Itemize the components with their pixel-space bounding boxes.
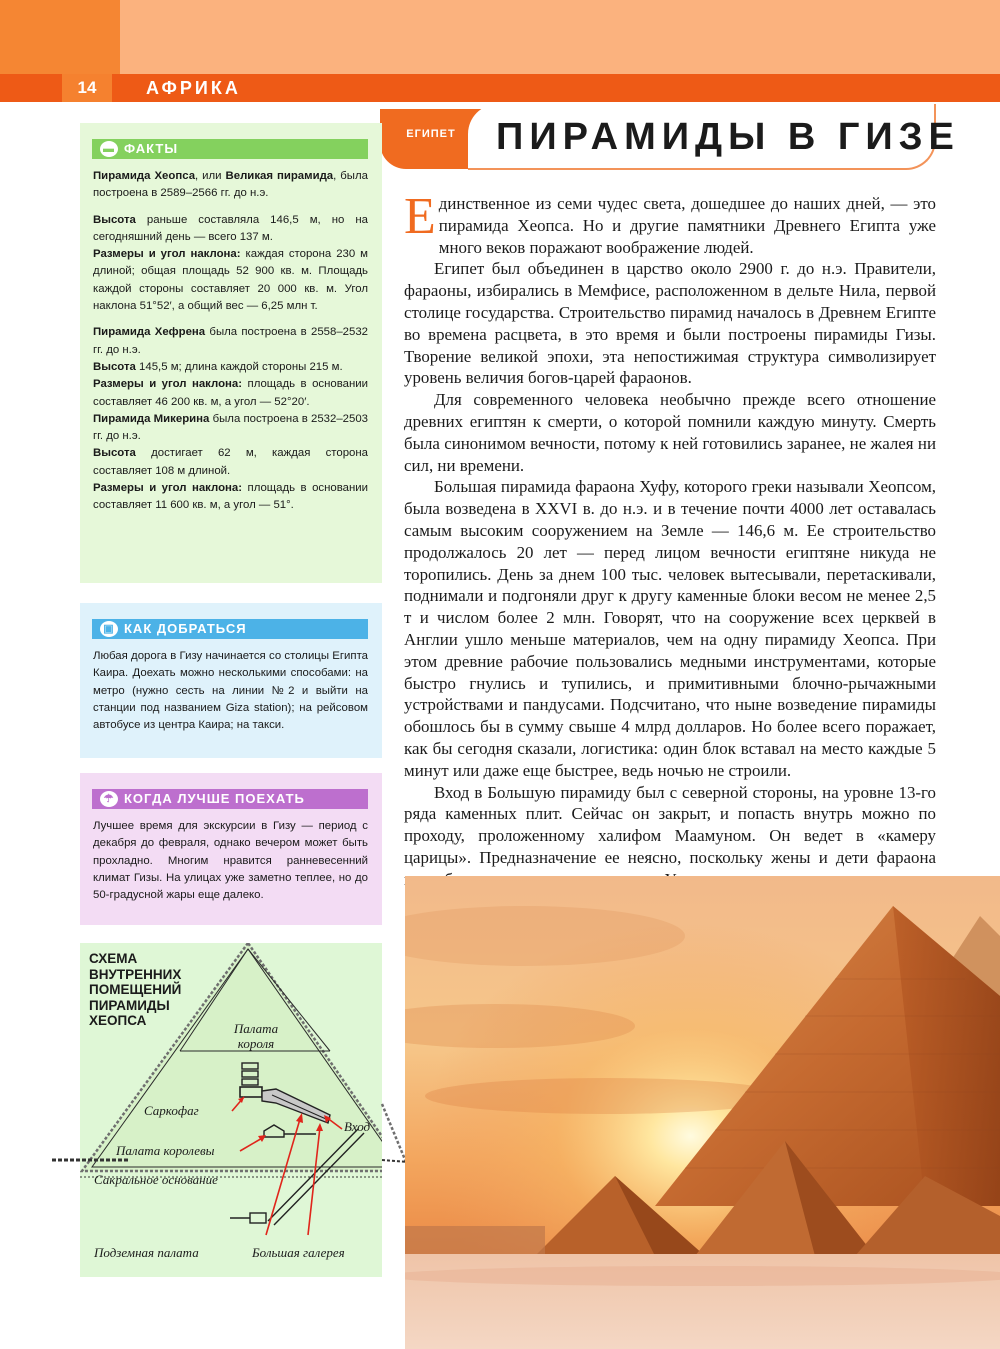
top-corner-block bbox=[0, 0, 120, 74]
article-paragraph: Для современного человека необычно прежде всего отношение древних египтян к смерти, о которой помнили каждую минуту. Смерть была синонимом вечности, потому к ней готовились заранее, не жалея ни сил, ни времени. bbox=[404, 390, 936, 475]
how-to-get-body bbox=[93, 648, 368, 734]
fact-menkaure bbox=[93, 411, 368, 446]
how-to-get-heading bbox=[92, 619, 368, 639]
fact-label: Пирамида Микерина bbox=[93, 412, 210, 425]
label-entrance: Вход bbox=[344, 1119, 371, 1134]
fact-text: площадь в основании составляет 11 600 кв. м, а угол — 51°. bbox=[93, 482, 368, 512]
page-number: 14 bbox=[62, 74, 112, 102]
label-sarcophagus: Саркофаг bbox=[144, 1103, 199, 1118]
when-to-go-heading bbox=[92, 789, 368, 809]
when-to-go-text: Лучшее время для экскурсии в Гизу — период с декабря до февраля, однако вечером может быть прохладно. Многим нравится ранневесенний климат Гизы. На улицах уже заметно теплее, но до 50-градусной жары еще далеко. bbox=[93, 820, 368, 902]
fact-khafre-height bbox=[93, 359, 368, 376]
paragraph-text: динственное из семи чудес света, дошедшее до наших дней, — это пирамида Хеопса. Но и другие памятники Древнего Египта уже много веков поражают воображение людей. bbox=[438, 194, 936, 257]
fact-text: была построена в 2558–2532 гг. до н.э. bbox=[93, 326, 368, 356]
fact-text: достигает 62 м, каждая сторона составляет 108 м длиной. bbox=[93, 447, 368, 477]
fact-label: Высота bbox=[93, 360, 136, 373]
facts-box bbox=[80, 123, 382, 583]
pyramid-diagram bbox=[80, 943, 382, 1277]
fact-label: Размеры и угол наклона: bbox=[93, 248, 241, 261]
fact-cheops bbox=[93, 168, 368, 203]
when-to-go-body bbox=[93, 818, 368, 904]
article-paragraph: Вход в Большую пирамиду был с северной стороны, на уровне 13-го ряда каменных плит. Сейчас он закрыт, и попасть внутрь можно по проходу, проложенному халифом Маамуном. Он ведет в «камеру царицы». Предназначение ее неясно, поскольку жены и дети фараона bbox=[404, 782, 936, 867]
article-paragraph bbox=[404, 188, 936, 258]
fact-khafre bbox=[93, 324, 368, 359]
fact-label: Размеры и угол наклона: bbox=[93, 378, 243, 391]
fact-text: раньше составляла 146,5 м, но на сегодняшний день — всего 137 м. bbox=[93, 213, 368, 243]
facts-heading bbox=[92, 139, 368, 159]
how-to-get-box bbox=[80, 603, 382, 758]
umbrella-icon: ☂ bbox=[100, 791, 118, 807]
fact-label: Пирамида Хефрена bbox=[93, 326, 206, 339]
label-king-chamber: Палата короля bbox=[233, 1021, 279, 1051]
how-to-get-text: Любая дорога в Гизу начинается со столицы Египта Каира. Доехать можно несколькими способами: на метро (нужно сесть на линии №2 и выйти на станции под названием Giza station); на рейсовом автобусе из центра Каира; на такси. bbox=[93, 650, 368, 732]
facts-heading-text: ФАКТЫ bbox=[124, 141, 179, 156]
article-paragraph: Большая пирамида фараона Хуфу, которого греки называли Хеопсом, была возведена в XXVI в. до н.э. и в течение почти 4000 лет оставалась самым высоким сооружением на Земле — 146,6 м. Ее строительство продолжалось 20 лет — перед лицом вечности египтяне никуда не торопились. День за днем 100 тыс. человек вытесывали, перетаскивали, поднимали и подгоняли друг к другу каменные блоки весом не менее 2,5 т и числом более 2 млн. Говорят, что на сооружение всех церквей в Англии ушло меньше материалов, чем на одну пирамиду Хеопса. При этом древние рабочие пользовались медными инструментами, которые быстро гнулись и тупились, и примитивными блочно-рычажными устройствами и пандусами. Подсчитано, что ныне возведение пирамиды обошлось бы в сумму свыше 4 млрд долларов. Но более всего поражает, как бы сегодня сказали, логистика: один блок вставал на место каждые 5 минут или даже еще быстрее, ведь ночью не строили. bbox=[404, 477, 936, 780]
bus-icon: ▣ bbox=[100, 621, 118, 637]
fact-label: Высота bbox=[93, 447, 136, 460]
fact-text: была построена в 2532–2503 гг. до н.э. bbox=[93, 412, 369, 443]
folder-icon: ▬ bbox=[100, 141, 118, 157]
fact-label: Высота bbox=[93, 213, 136, 226]
how-to-get-heading-text: КАК ДОБРАТЬСЯ bbox=[124, 621, 247, 636]
when-to-go-heading-text: КОГДА ЛУЧШЕ ПОЕХАТЬ bbox=[124, 791, 305, 806]
fact-cheops-size bbox=[93, 246, 368, 315]
label-queen-chamber: Палата королевы bbox=[116, 1143, 215, 1158]
fact-text: , или bbox=[195, 170, 226, 182]
when-to-go-box bbox=[80, 773, 382, 925]
fact-text: площадь в основании составляет 46 200 кв. м, а угол — 52°20′. bbox=[93, 378, 368, 408]
label-sacred-base: Сакральное основание bbox=[94, 1172, 218, 1187]
top-banner bbox=[0, 0, 1000, 74]
section-title: АФРИКА bbox=[146, 78, 241, 98]
pyramids-photo bbox=[405, 876, 1000, 1349]
fact-label: Размеры и угол наклона: bbox=[93, 482, 243, 495]
pyramids-sunset-image bbox=[405, 876, 1000, 1349]
fact-text: 145,5 м; длина каждой стороны 215 м. bbox=[135, 360, 343, 373]
fact-cheops-height bbox=[93, 212, 368, 247]
label-underground-chamber: Подземная палата bbox=[94, 1245, 199, 1260]
diagram-title: СХЕМА ВНУТРЕННИХ ПОМЕЩЕНИЙ ПИРАМИДЫ ХЕОПСА bbox=[89, 951, 182, 1028]
country-tag: ЕГИПЕТ bbox=[406, 128, 456, 140]
article bbox=[404, 188, 936, 891]
article-paragraph: Египет был объединен в царство около 2900 г. до н.э. Правители, фараоны, избирались в Мемфисе, расположенном в дельте Нила, первой столице государства. Строительство пирамид началось в Древнем Египте во времена расцвета, в это время и были построены пирамиды Гизы. Творение великой эпохи, эта непостижимая структура символизирует уровень величия богов-царей фараонов. bbox=[404, 259, 936, 388]
dropcap: Е bbox=[404, 188, 436, 245]
fact-menkaure-height bbox=[93, 445, 368, 480]
label-grand-gallery: Большая галерея bbox=[252, 1245, 345, 1260]
fact-text: каждая сторона 230 м длиной; общая площадь 52 900 кв. м. Площадь каждой стороны составляет 20 000 кв. м. Угол наклона 51°52′, а общий вес — 6,25 млн т. bbox=[93, 248, 368, 313]
fact-label: Пирамида Хеопса bbox=[93, 170, 196, 182]
fact-menkaure-size bbox=[93, 480, 368, 515]
page-title: ПИРАМИДЫ В ГИЗЕ bbox=[496, 116, 960, 158]
fact-label: Великая пирамида bbox=[225, 170, 334, 182]
fact-khafre-size bbox=[93, 376, 368, 411]
fact-text: , была построена в 2589–2566 гг. до н.э. bbox=[93, 170, 368, 200]
facts-body bbox=[93, 168, 368, 515]
